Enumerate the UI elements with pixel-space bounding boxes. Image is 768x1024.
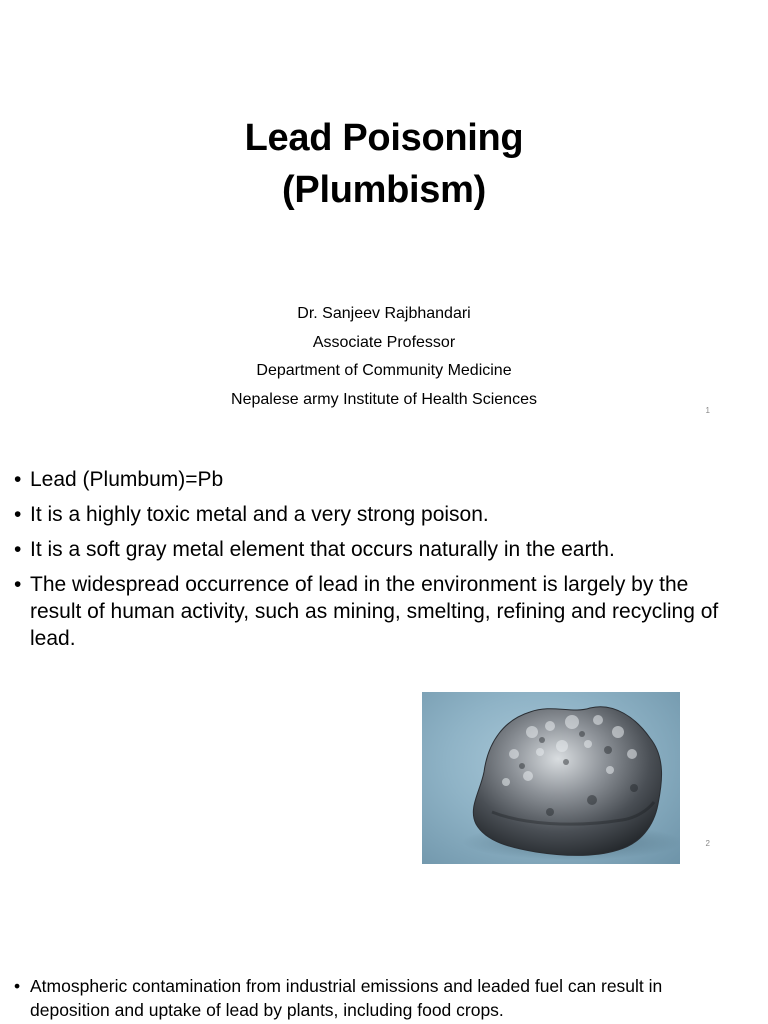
- lead-rock-image: [422, 692, 680, 866]
- slide-contamination: [0, 864, 768, 1024]
- author-position: Associate Professor: [312, 333, 456, 351]
- lead-ore-photo: [422, 692, 680, 866]
- bullet-text: It is a soft gray metal element that occurs naturally in the earth.: [30, 538, 615, 561]
- bullet-text: Atmospheric contamination from industrial emissions and leaded fuel can result in deposition and uptake of lead by plants, including food crops.: [30, 976, 663, 1020]
- bullet-dot: •: [14, 976, 21, 996]
- bullet-item: [14, 501, 729, 528]
- author-block: [0, 300, 768, 415]
- page-number: 1: [705, 406, 710, 415]
- bullet-text: The widespread occurrence of lead in the environment is largely by the result of human activity, such as mining, smelting, refining and recycling of lead.: [30, 573, 719, 650]
- bullet-item: [14, 536, 729, 563]
- slide-lead-facts: [0, 432, 768, 864]
- title-line-2: (Plumbism): [282, 169, 486, 211]
- bullet-text: Lead (Plumbum)=Pb: [30, 468, 224, 491]
- bullet-text: It is a highly toxic metal and a very strong poison.: [30, 503, 489, 526]
- title-line-1: Lead Poisoning: [244, 117, 524, 159]
- bullet-list: [14, 974, 729, 1022]
- bullet-item: [14, 466, 729, 493]
- author-name: Dr. Sanjeev Rajbhandari: [297, 305, 471, 322]
- author-institute: Nepalese army Institute of Health Sciences: [231, 391, 537, 409]
- slide-title-heading: [0, 112, 768, 216]
- bullet-dot: •: [14, 503, 22, 526]
- bullet-dot: •: [14, 468, 22, 491]
- slide-title: [0, 0, 768, 432]
- bullet-dot: •: [14, 573, 22, 596]
- bullet-list: [14, 466, 729, 660]
- bullet-item: [14, 571, 729, 652]
- page-number: 2: [705, 839, 710, 848]
- author-department: Department of Community Medicine: [256, 362, 512, 380]
- bullet-dot: •: [14, 538, 22, 561]
- bullet-item: [14, 974, 729, 1022]
